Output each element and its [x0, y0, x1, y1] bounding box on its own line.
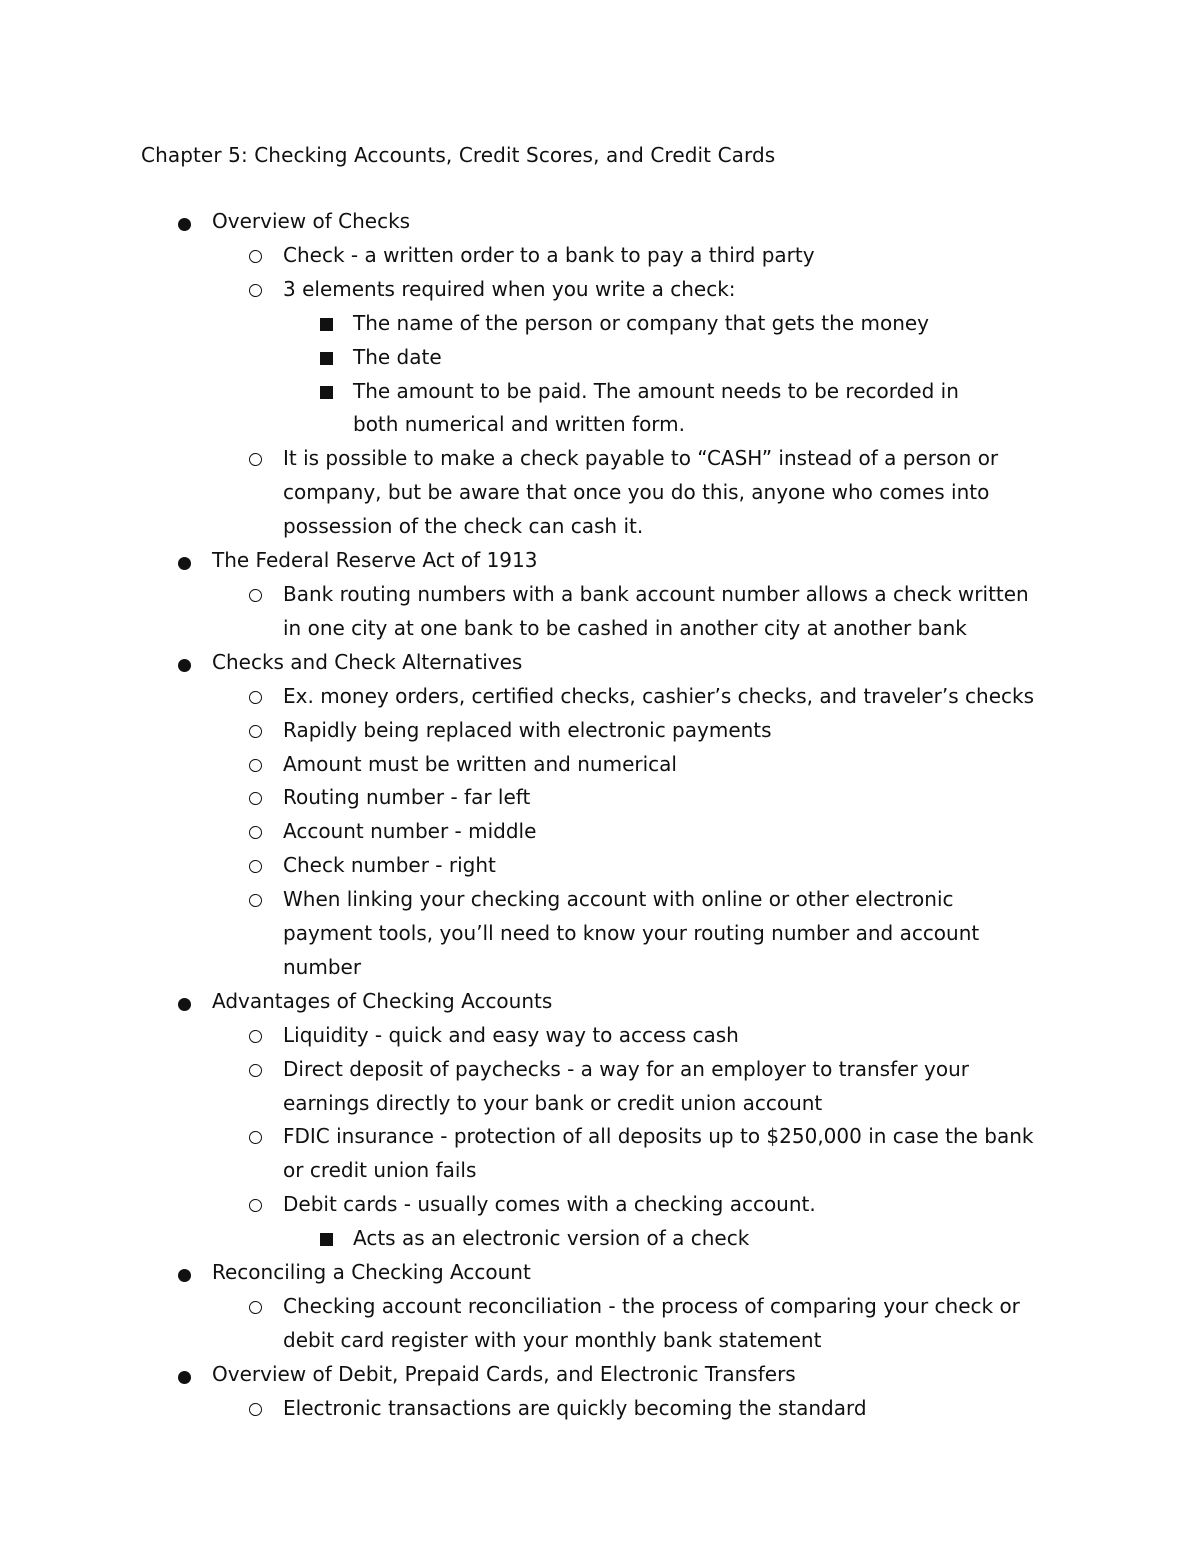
- list-item: [0, 544, 1200, 578]
- list-item: [0, 273, 1043, 307]
- list-item: [0, 815, 1043, 849]
- list-item: [0, 578, 1043, 646]
- hollow-circle-bullet-icon: [249, 1064, 262, 1077]
- list-item: [0, 985, 1200, 1019]
- filled-square-bullet-icon: [320, 386, 333, 399]
- list-item-text: Bank routing numbers with a bank account number allows a check written in one city at one bank to be cashed in another city at another bank: [283, 581, 1029, 640]
- hollow-circle-bullet-icon: [249, 894, 262, 907]
- hollow-circle-bullet-icon: [249, 1199, 262, 1212]
- list-item: [0, 1358, 1200, 1392]
- list-item-text: Rapidly being replaced with electronic payments: [283, 717, 772, 742]
- list-item: [0, 1120, 1043, 1188]
- filled-square-bullet-icon: [320, 318, 333, 331]
- hollow-circle-bullet-icon: [249, 725, 262, 738]
- list-item: [0, 680, 1043, 714]
- list-item-text: Ex. money orders, certified checks, cashier’s checks, and traveler’s checks: [283, 683, 1035, 708]
- list-item: [0, 1392, 1043, 1426]
- list-item: [0, 714, 1043, 748]
- hollow-circle-bullet-icon: [249, 860, 262, 873]
- hollow-circle-bullet-icon: [249, 284, 262, 297]
- filled-square-bullet-icon: [320, 352, 333, 365]
- hollow-circle-bullet-icon: [249, 589, 262, 602]
- hollow-circle-bullet-icon: [249, 792, 262, 805]
- list-item-text: Electronic transactions are quickly becoming the standard: [283, 1395, 867, 1420]
- list-item: [0, 883, 1043, 985]
- hollow-circle-bullet-icon: [249, 691, 262, 704]
- list-item-text: Check number - right: [283, 853, 496, 878]
- list-item-text: Reconciling a Checking Account: [212, 1260, 531, 1285]
- list-item-text: Debit cards - usually comes with a checking account.: [283, 1192, 816, 1217]
- hollow-circle-bullet-icon: [249, 1403, 262, 1416]
- list-item: [0, 1256, 1200, 1290]
- hollow-circle-bullet-icon: [249, 1030, 262, 1043]
- list-item-text: It is possible to make a check payable to “CASH” instead of a person or company, but be aware that once you do this, anyone who comes into possession of the check can cash it.: [283, 446, 999, 539]
- filled-circle-bullet-icon: [178, 998, 191, 1011]
- list-item: [0, 1053, 1043, 1121]
- hollow-circle-bullet-icon: [249, 1301, 262, 1314]
- filled-circle-bullet-icon: [178, 659, 191, 672]
- list-item: [0, 781, 1043, 815]
- list-item-text: Overview of Checks: [212, 209, 411, 233]
- list-item-text: Checks and Check Alternatives: [212, 649, 523, 674]
- list-item-text: Check - a written order to a bank to pay a third party: [283, 242, 815, 267]
- list-item-text: Direct deposit of paychecks - a way for an employer to transfer your earnings directly to your bank or credit union account: [283, 1056, 969, 1115]
- list-item: [0, 375, 1003, 443]
- list-item-text: Checking account reconciliation - the process of comparing your check or debit card register with your monthly bank statement: [283, 1294, 1020, 1352]
- hollow-circle-bullet-icon: [249, 453, 262, 466]
- list-item: [0, 1019, 1043, 1053]
- filled-square-bullet-icon: [320, 1233, 333, 1246]
- list-item: [0, 849, 1043, 883]
- list-item: [0, 748, 1043, 782]
- list-item: [0, 307, 1003, 341]
- filled-circle-bullet-icon: [178, 218, 191, 231]
- list-item-text: Acts as an electronic version of a check: [353, 1226, 750, 1251]
- list-item: [0, 341, 1003, 375]
- list-item-text: Overview of Debit, Prepaid Cards, and Electronic Transfers: [212, 1361, 796, 1386]
- notes-outline: [0, 205, 1200, 1426]
- list-item-text: Account number - middle: [283, 819, 537, 844]
- hollow-circle-bullet-icon: [249, 759, 262, 772]
- list-item: [0, 442, 1043, 544]
- list-item: [0, 646, 1200, 680]
- list-item-text: Amount must be written and numerical: [283, 751, 677, 776]
- list-item: [0, 205, 1200, 239]
- list-item-text: Advantages of Checking Accounts: [212, 988, 553, 1013]
- filled-circle-bullet-icon: [178, 1269, 191, 1282]
- filled-circle-bullet-icon: [178, 557, 191, 570]
- list-item: [0, 1222, 1003, 1256]
- list-item: [0, 239, 1043, 273]
- list-item-text: The amount to be paid. The amount needs to be recorded in both numerical and written form.: [353, 378, 959, 437]
- list-item-text: The Federal Reserve Act of 1913: [212, 548, 538, 573]
- hollow-circle-bullet-icon: [249, 826, 262, 839]
- hollow-circle-bullet-icon: [249, 1131, 262, 1144]
- list-item-text: Routing number - far left: [283, 785, 531, 810]
- list-item-text: The date: [353, 344, 442, 369]
- filled-circle-bullet-icon: [178, 1371, 191, 1384]
- list-item: [0, 1188, 1043, 1222]
- list-item-text: The name of the person or company that gets the money: [353, 310, 930, 335]
- list-item-text: 3 elements required when you write a check:: [283, 276, 736, 301]
- list-item-text: When linking your checking account with online or other electronic payment tools, you’ll need to know your routing number and account number: [283, 887, 980, 979]
- list-item-text: FDIC insurance - protection of all deposits up to $250,000 in case the bank or credit union fails: [283, 1124, 1034, 1183]
- hollow-circle-bullet-icon: [249, 250, 262, 263]
- list-item: [0, 1290, 1043, 1358]
- list-item-text: Liquidity - quick and easy way to access cash: [283, 1022, 739, 1047]
- page-title: Chapter 5: Checking Accounts, Credit Scores, and Credit Cards: [141, 143, 776, 167]
